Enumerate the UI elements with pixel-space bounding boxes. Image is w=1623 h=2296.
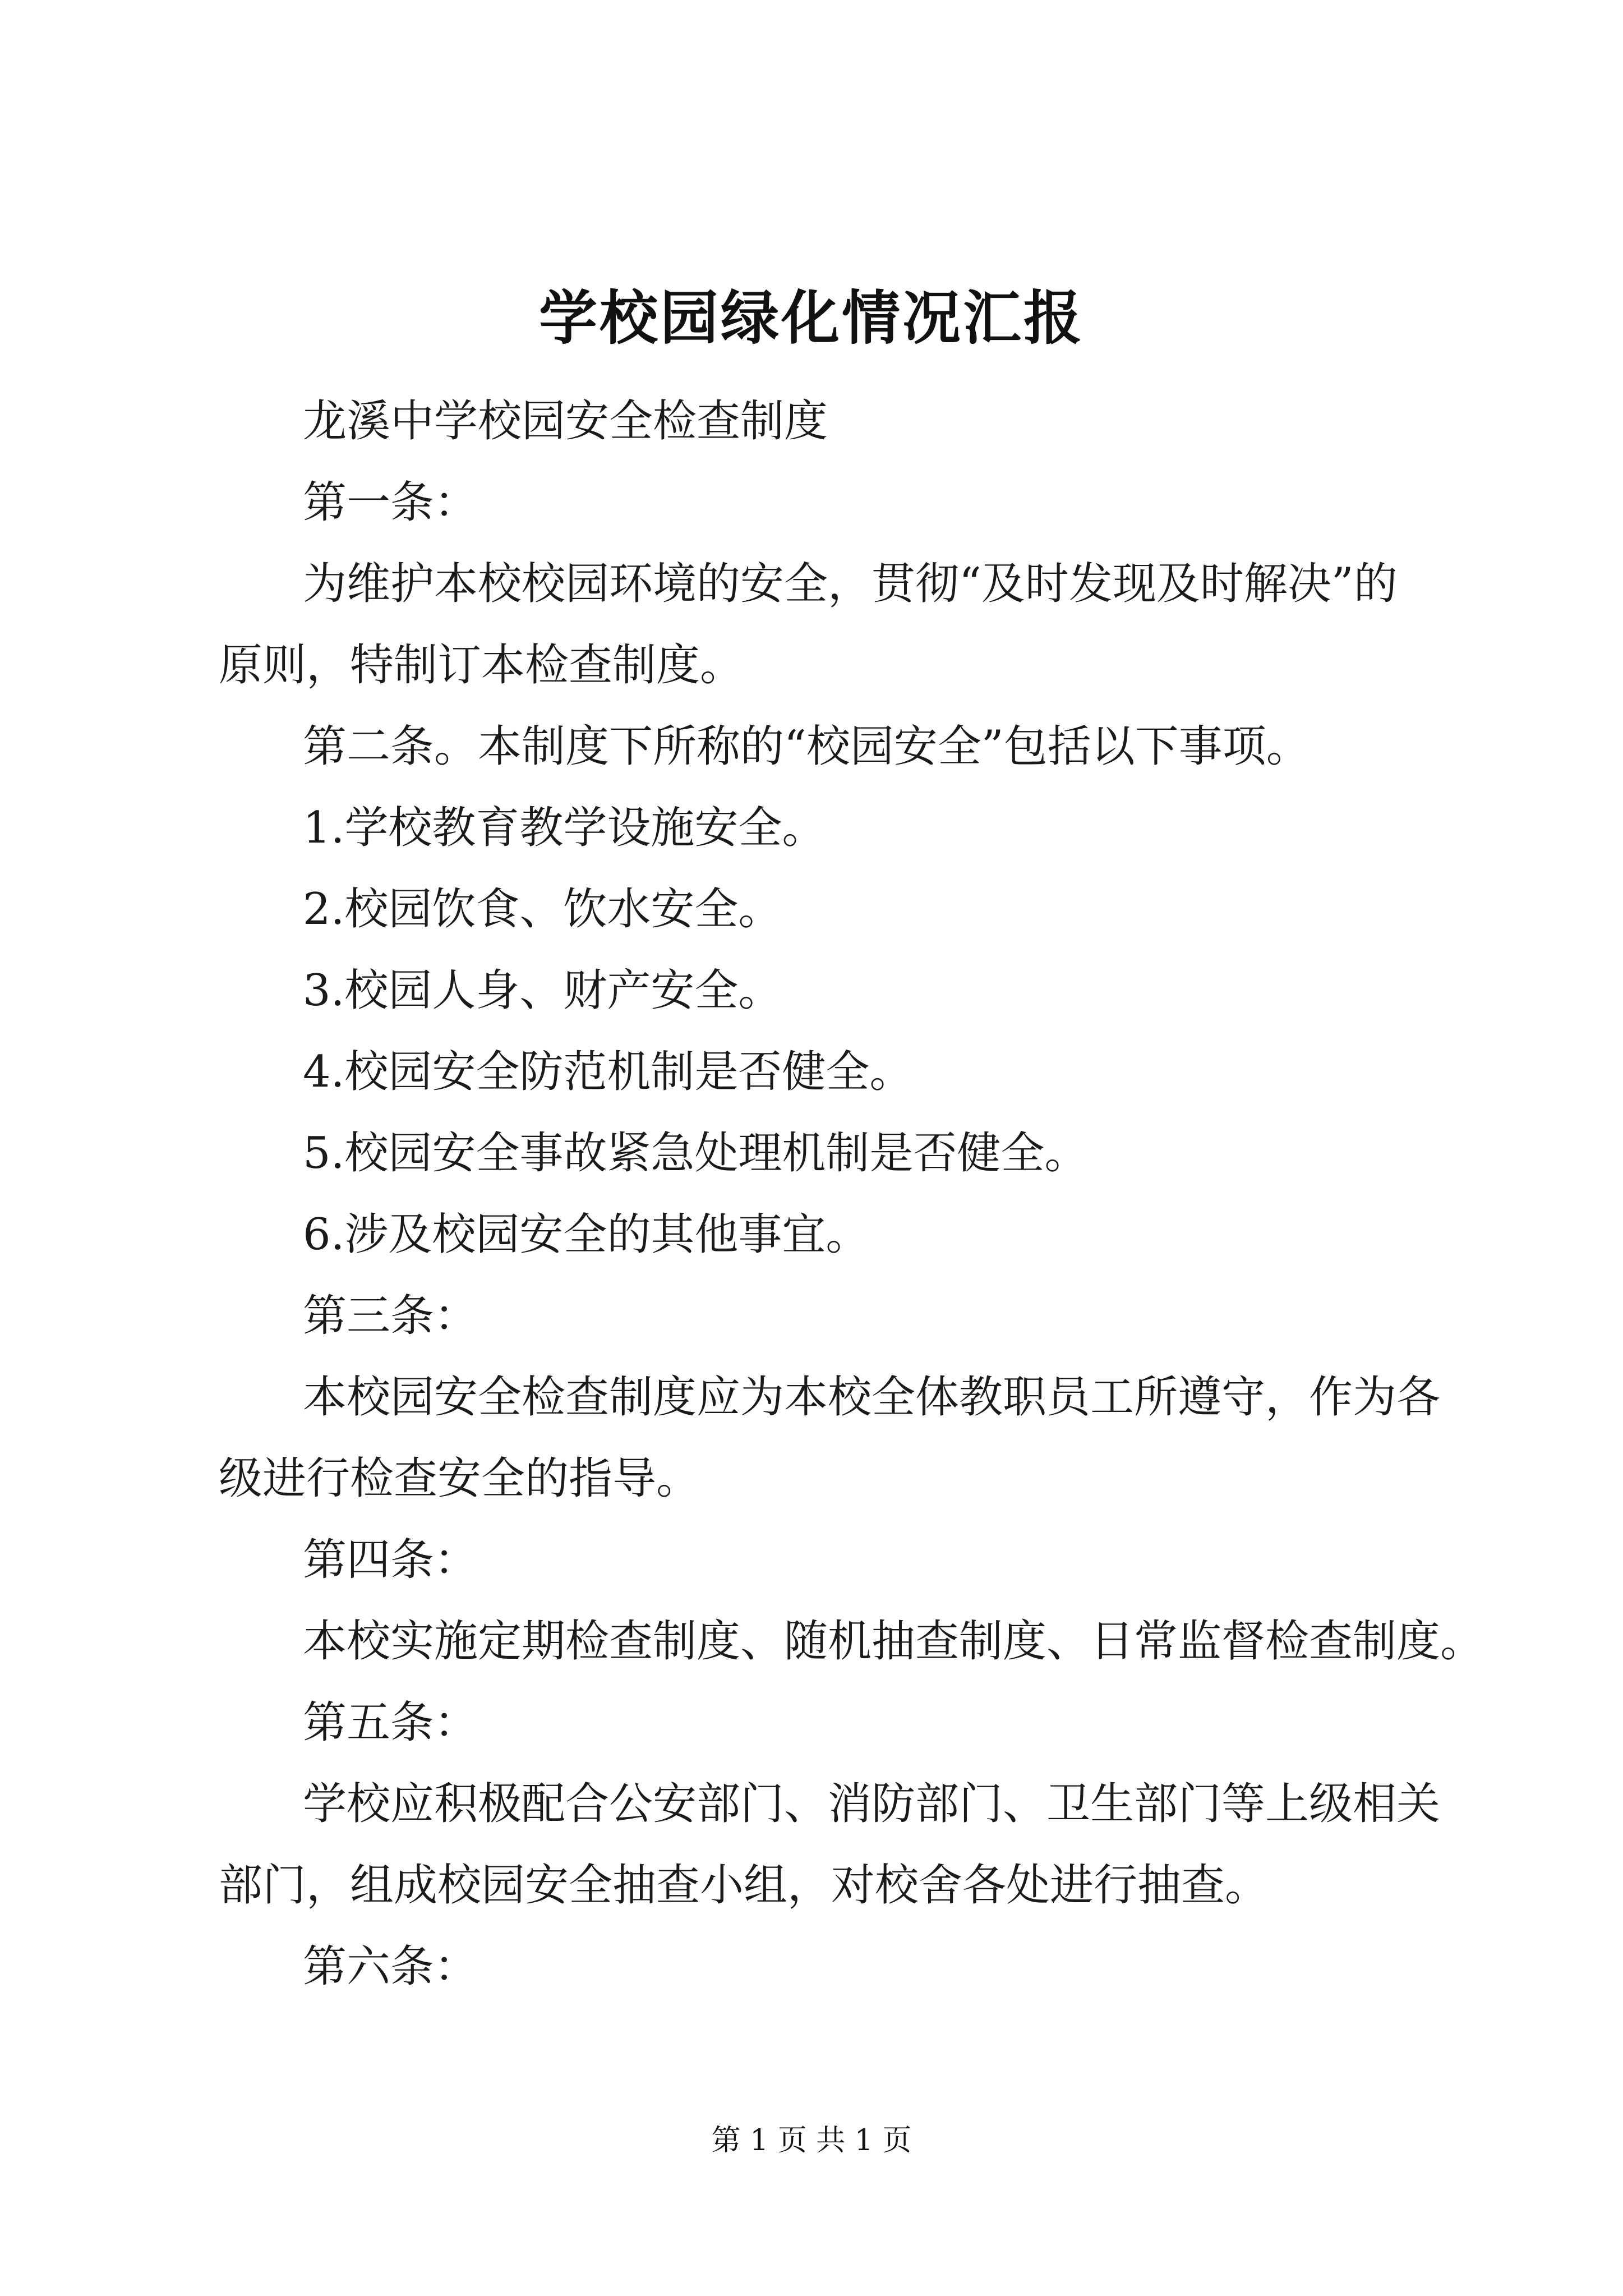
- paragraph-line: 本校实施定期检查制度、随机抽查制度、日常监督检查制度。: [303, 1616, 1484, 1667]
- article-2-heading: 第二条。本制度下所称的“校园安全”包括以下事项。: [303, 721, 1310, 772]
- article-6-heading: 第六条：: [303, 1941, 478, 1992]
- article-1-heading: 第一条：: [303, 477, 478, 528]
- list-item: 5.校园安全事故紧急处理机制是否健全。: [303, 1128, 1089, 1179]
- paragraph-line: 原则，特制订本检查制度。: [219, 640, 744, 691]
- paragraph-line: 本校园安全检查制度应为本校全体教职员工所遵守，作为各: [303, 1372, 1441, 1423]
- article-5-heading: 第五条：: [303, 1697, 478, 1748]
- paragraph-line: 为维护本校校园环境的安全，贯彻“及时发现及时解决”的: [303, 559, 1398, 609]
- paragraph-line: 学校应积极配合公安部门、消防部门、卫生部门等上级相关: [303, 1779, 1441, 1829]
- document-title: 学校园绿化情况汇报: [538, 283, 1084, 352]
- article-4-heading: 第四条：: [303, 1535, 478, 1585]
- article-3-heading: 第三条：: [303, 1291, 478, 1341]
- list-item: 6.涉及校园安全的其他事宜。: [303, 1209, 870, 1260]
- page-number-footer: 第 1 页 共 1 页: [711, 2124, 912, 2157]
- paragraph-line: 级进行检查安全的指导。: [219, 1453, 700, 1504]
- list-item: 2.校园饮食、饮水安全。: [303, 884, 782, 935]
- list-item: 1.学校教育教学设施安全。: [303, 803, 826, 853]
- list-item: 4.校园安全防范机制是否健全。: [303, 1047, 914, 1097]
- subtitle-line: 龙溪中学校园安全检查制度: [303, 396, 828, 447]
- list-item: 3.校园人身、财产安全。: [303, 965, 782, 1016]
- paragraph-line: 部门，组成校园安全抽查小组，对校舍各处进行抽查。: [219, 1860, 1269, 1911]
